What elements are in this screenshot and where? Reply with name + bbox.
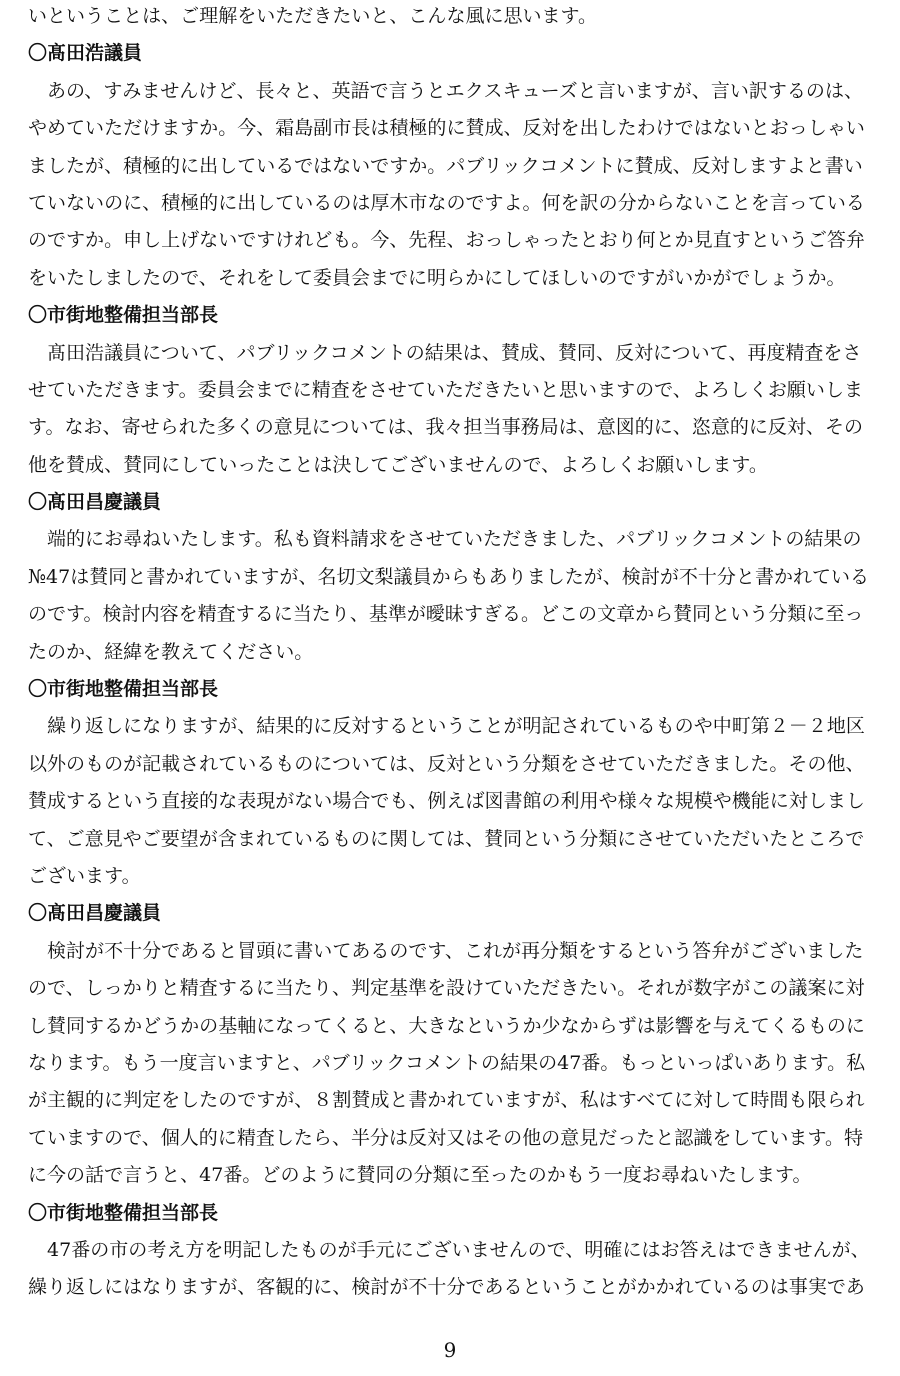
speaker-heading: 〇髙田浩議員 xyxy=(28,42,143,65)
text-line: ましたが、積極的に出しているではないですか。パブリックコメントに賛成、反対しますよと書い xyxy=(28,154,863,177)
text-line: のです。検討内容を精査するに当たり、基準が曖昧すぎる。どこの文章から賛同という分類に至っ xyxy=(28,603,864,626)
text-line: 以外のものが記載されているものについては、反対という分類をさせていただきました。その他、 xyxy=(28,752,865,775)
text-line: なります。もう一度言いますと、パブリックコメントの結果の47番。もっといっぱいあります。私 xyxy=(28,1051,866,1074)
transcript-body xyxy=(28,0,894,1307)
speaker-heading: 〇髙田昌慶議員 xyxy=(28,902,162,925)
text-line: やめていただけますか。今、霜島副市長は積極的に賛成、反対を出したわけではないとおっしゃい xyxy=(28,117,865,140)
text-line: せていただきます。委員会までに精査をさせていただきたいと思いますので、よろしくお願いしま xyxy=(28,378,863,401)
text-line: 端的にお尋ねいたします。私も資料請求をさせていただきました、パブリックコメントの結果の xyxy=(28,528,862,551)
speaker-heading: 〇市街地整備担当部長 xyxy=(28,1201,219,1224)
text-line: ので、しっかりと精査するに当たり、判定基準を設けていただきたい。それが数字がこの議案に対 xyxy=(28,977,865,1000)
text-line: に今の話で言うと、47番。どのように賛同の分類に至ったのかもう一度お尋ねいたします。 xyxy=(28,1164,812,1187)
text-line: 他を賛成、賛同にしていったことは決してございませんので、よろしくお願いします。 xyxy=(28,453,768,476)
text-line: し賛同するかどうかの基軸になってくると、大きなというか少なからずは影響を与えてくるものに xyxy=(28,1014,865,1037)
text-line: ていますので、個人的に精査したら、半分は反対又はその他の意見だったと認識をしています。特 xyxy=(28,1126,863,1149)
text-line: ていないのに、積極的に出しているのは厚木市なのですよ。何を訳の分からないことを言っている xyxy=(28,191,865,214)
text-line: が主観的に判定をしたのですが、８割賛成と書かれていますが、私はすべてに対して時間も限られ xyxy=(28,1089,865,1112)
speaker-heading: 〇市街地整備担当部長 xyxy=(28,678,219,701)
text-line: いということは、ご理解をいただきたいと、こんな風に思います。 xyxy=(28,5,598,27)
text-line: ございます。 xyxy=(28,864,141,887)
text-line: のですか。申し上げないですけれども。今、先程、おっしゃったとおり何とか見直すというご答弁 xyxy=(28,229,865,252)
text-line: 繰り返しになりますが、結果的に反対するということが明記されているものや中町第２－２地区 xyxy=(28,715,865,738)
speaker-heading: 〇髙田昌慶議員 xyxy=(28,491,162,514)
page-number: 9 xyxy=(443,1338,457,1362)
text-line: て、ご意見やご要望が含まれているものに関しては、賛同という分類にさせていただいたところで xyxy=(28,827,865,850)
text-line: №47は賛同と書かれていますが、名切文梨議員からもありましたが、検討が不十分と書かれている xyxy=(28,565,870,588)
speaker-heading: 〇市街地整備担当部長 xyxy=(28,304,219,327)
text-line: 47番の市の考え方を明記したものが手元にございませんので、明確にはお答えはできませんが、 xyxy=(28,1238,870,1261)
text-line: たのか、経緯を教えてください。 xyxy=(28,640,314,663)
text-line: 賛成するという直接的な表現がない場合でも、例えば図書館の利用や様々な規模や機能に対しまし xyxy=(28,790,865,813)
text-line: 検討が不十分であると冒頭に書いてあるのです、これが再分類をするという答弁がございました xyxy=(28,939,864,962)
text-line: 髙田浩議員について、パブリックコメントの結果は、賛成、賛同、反対について、再度精査をさ xyxy=(28,341,862,364)
text-line: をいたしましたので、それをして委員会までに明らかにしてほしいのですがいかがでしょうか。 xyxy=(28,266,846,289)
text-line: す。なお、寄せられた多くの意見については、我々担当事務局は、意図的に、恣意的に反対、その xyxy=(28,416,863,439)
text-line: 繰り返しにはなりますが、客観的に、検討が不十分であるということがかかれているのは事実であ xyxy=(28,1276,865,1299)
text-line: あの、すみませんけど、長々と、英語で言うとエクスキューズと言いますが、言い訳するのは、 xyxy=(28,79,863,102)
